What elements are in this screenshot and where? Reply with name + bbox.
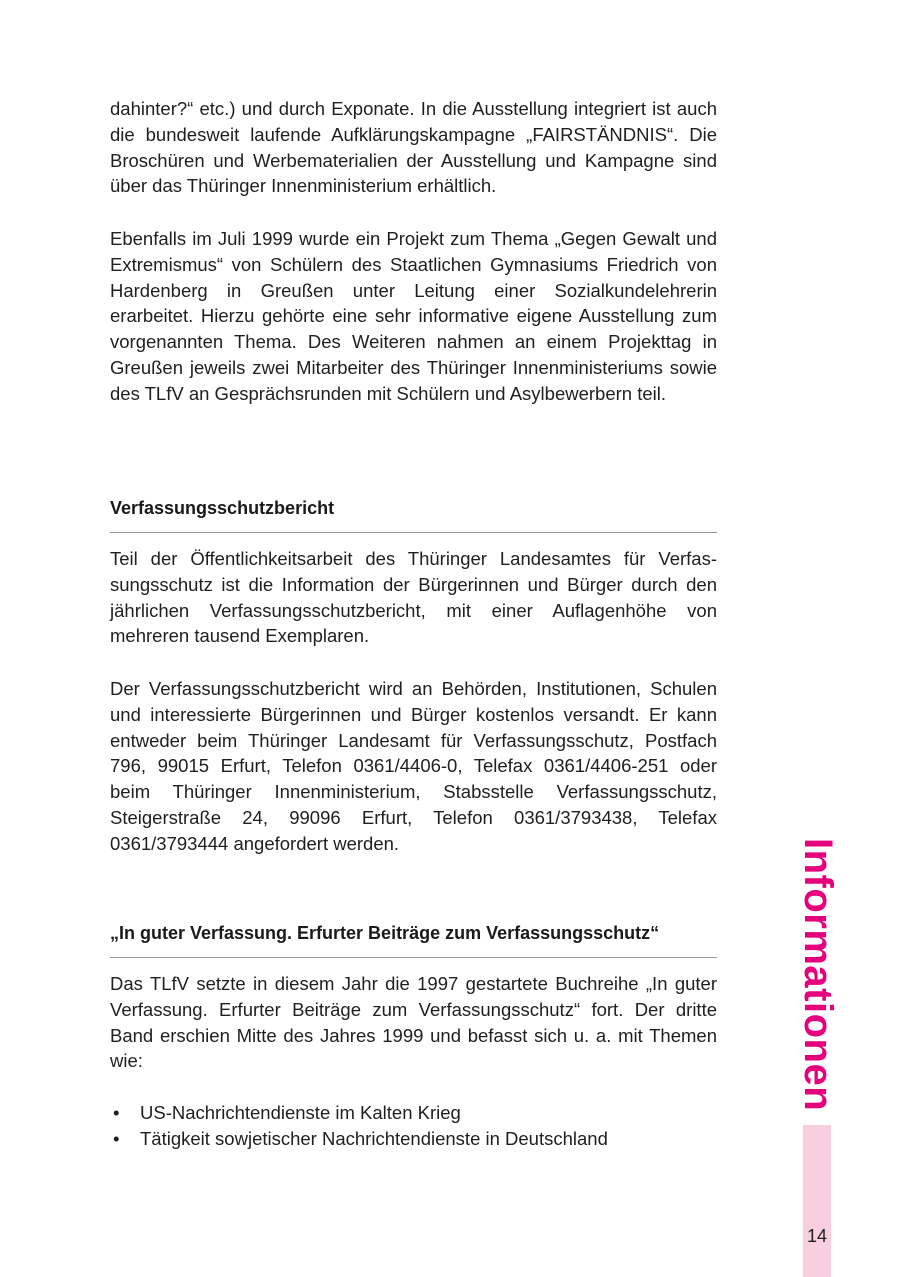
paragraph-project: Ebenfalls im Juli 1999 wurde ein Projekt zum Thema „Gegen Gewalt und Extremismus“ von Schülern des Staatlichen Gymnasiums Friedrich von Hardenberg in Greußen unter Leitung einer Sozialkundelehrerin erarbeitet. Hierzu gehörte eine sehr informative eigene Ausstellung zum vorgenannten Thema. Des Weiteren nahmen an einem Projekttag in Greußen jeweils zwei Mitarbeiter des Thüringer Innenministeriums sowie des TLfV an Gesprächsrunden mit Schülern und Asylbewerbern teil. xyxy=(110,228,717,404)
heading-divider xyxy=(110,532,717,533)
chapter-side-label: Informationen xyxy=(796,838,840,1112)
paragraph-ordering: Der Verfassungsschutzbericht wird an Behörden, Institutionen, Schulen und interessierte Bürgerinnen und Bürger kostenlos versandt. Er kann entweder beim Thüringer Landesamt für Verfassungsschutz, Postfach 796, 99015 Erfurt, Telefon 0361/4406-0, Telefax 0361/4406-251 oder beim Thüringer Innenministerium, Stabsstelle Verfassungsschutz, Steigerstraße 24, 99096 Erfurt, Telefon 0361/3793438, Telefax 0361/3793444 angefordert werden. xyxy=(110,678,717,854)
paragraph-book-series: Das TLfV setzte in diesem Jahr die 1997 gestartete Buchreihe „In guter Verfassung. Erfurter Beiträge zum Verfassungsschutz“ fort. Der dritte Band erschien Mitte des Jahres 1999 und befasst sich u. a. mit Themen wie: xyxy=(110,973,717,1072)
paragraph-public-relations: Teil der Öffentlichkeitsarbeit des Thüringer Landesamtes für Verfassungsschutz ist die Information der Bürgerinnen und Bürger durch den jährlichen Verfassungsschutzbericht, mit einer Auflagenhöhe von mehreren tausend Exemplaren. xyxy=(110,548,717,647)
heading-divider xyxy=(110,957,717,958)
body-text-block-3 xyxy=(110,546,717,649)
chapter-tab-marker xyxy=(803,1125,831,1277)
body-text-block-4 xyxy=(110,676,717,857)
list-item-label: Tätigkeit sowjetischer Nachrichtendienste in Deutschland xyxy=(140,1128,608,1149)
list-item xyxy=(110,1100,717,1126)
body-text-block-2 xyxy=(110,226,717,407)
body-text-block-1 xyxy=(110,96,717,199)
section-heading-book-series: „In guter Verfassung. Erfurter Beiträge zum Verfassungsschutz“ xyxy=(110,923,660,943)
bullet-icon: • xyxy=(113,1128,120,1149)
topic-list xyxy=(110,1100,717,1152)
page-number: 14 xyxy=(806,1226,828,1246)
section-heading-report: Verfassungsschutzbericht xyxy=(110,498,335,518)
bullet-icon: • xyxy=(113,1102,120,1123)
paragraph-exhibition: dahinter?“ etc.) und durch Exponate. In die Ausstellung integriert ist auch die bundesweit laufende Aufklärungskampagne „FAIRSTÄNDNIS“. Die Broschüren und Werbematerialien der Ausstellung und Kampagne sind über das Thüringer Innenministerium erhältlich. xyxy=(110,98,717,197)
list-item xyxy=(110,1126,717,1152)
body-text-block-5 xyxy=(110,971,717,1074)
list-item-label: US-Nachrichtendienste im Kalten Krieg xyxy=(140,1102,461,1123)
